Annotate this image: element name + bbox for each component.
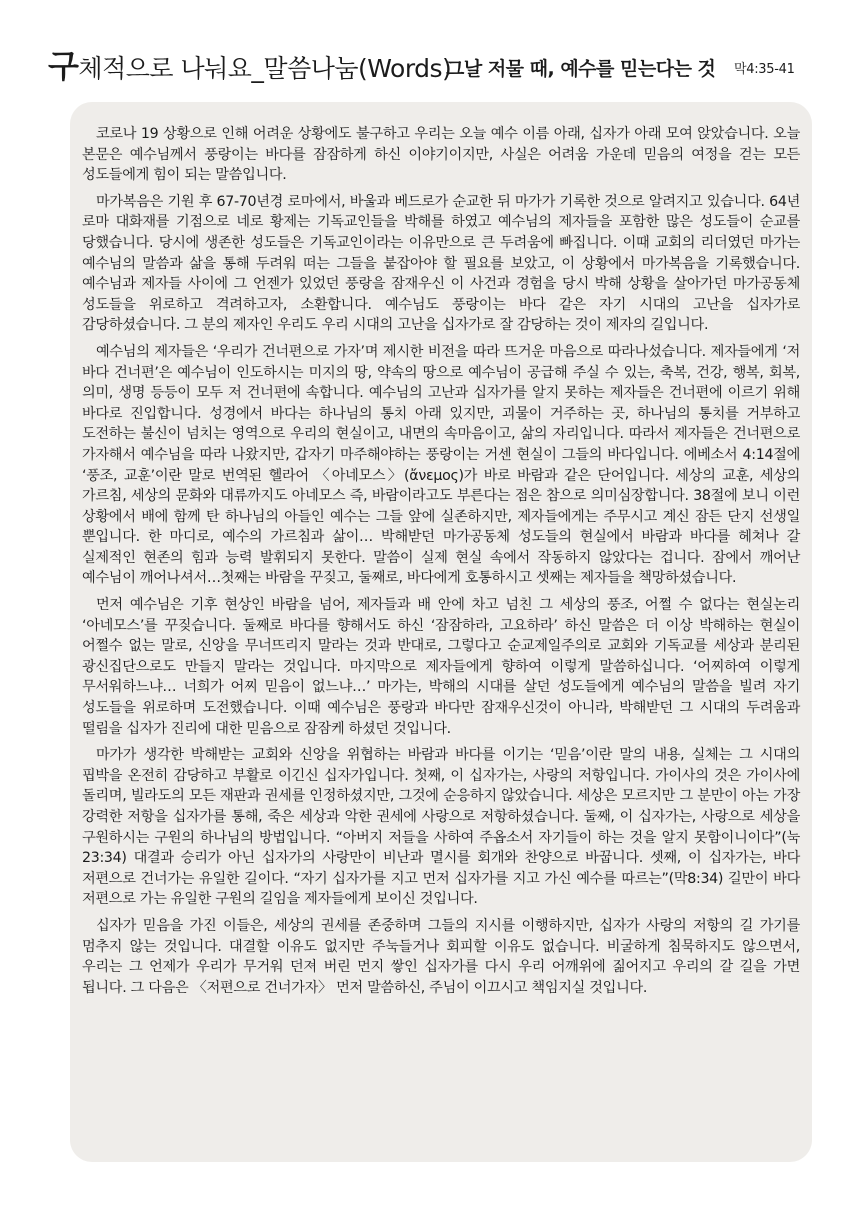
sermon-body <box>82 124 800 1004</box>
sermon-card <box>70 102 812 1162</box>
paragraph-background: 마가복음은 기원 후 67-70년경 로마에서, 바울과 베드로가 순교한 뒤 마가가 기록한 것으로 알려지고 있습니다. 64년 로마 대화재를 기점으로 네로 황제는 기독교인들을 박해를 하였고 예수님의 제자들을 포함한 많은 성도들이 순교를 당했습니다. 당시에 생존한 성도들은 기독교인이라는 이유만으로 큰 두려움에 빠집니다. 이때 교회의 리더였던 마가는 예수님의 말씀과 삶을 통해 두려워 떠는 그들을 붙잡아야 할 필요를 보았고, 이 상황에서 마가복음을 기록했습니다. 예수님과 제자들 사이에 그 언젠가 있었던 풍랑을 잠재우신 이 사건과 경험을 당시 박해 상황을 살아가던 마가공동체 성도들을 위로하고 격려하고자, 소환합니다. 예수님도 풍랑이는 바다 같은 자기 시대의 고난을 십자가로 감당하셨습니다. 그 분의 제자인 우리도 우리 시대의 고난을 십자가로 잘 감당하는 것이 제자의 길입니다. <box>82 193 800 334</box>
paragraph-intro: 코로나 19 상황으로 인해 어려운 상황에도 불구하고 우리는 오늘 예수 이름 아래, 십자가 아래 모여 앉았습니다. 오늘 본문은 예수님께서 풍랑이는 바다를 잠잠하게 하신 이야기이지만, 사실은 어려움 가운데 믿음의 여정을 걷는 모든 성도들에게 힘이 되는 말씀입니다. <box>82 126 800 184</box>
scripture-reference: 막4:35-41 <box>734 62 795 77</box>
page-header <box>48 46 818 94</box>
title-text: 체적으로 나눠요_말씀나눔(Words) <box>78 54 452 83</box>
title-initial: 구 <box>48 47 79 85</box>
paragraph-rebuke: 먼저 예수님은 기후 현상인 바람을 넘어, 제자들과 배 안에 차고 넘친 그 세상의 풍조, 어쩔 수 없다는 현실논리 ‘아네모스’를 꾸짖습니다. 둘째로 바다를 향해서도 하신 ‘잠잠하라, 고요하라’ 하신 말씀은 더 이상 박해하는 현실이 어쩔수 없는 말로, 신앙을 무너뜨리지 말라는 것과 반대로, 그렇다고 순교제일주의로 교회와 기독교를 세상과 분리된 광신집단으로도 만들지 말라는 것입니다. 마지막으로 제자들에게 향하여 이렇게 말씀하십니다. ‘어찌하여 이렇게 무서워하느냐… 너희가 어찌 믿음이 없느냐…’ 마가는, 박해의 시대를 살던 성도들에게 예수님의 말씀을 빌려 자기 성도들을 위로하며 도전했습니다. 이때 예수님은 풍랑과 바다만 잠재우신것이 아니라, 박해받던 그 시대의 두려움과 떨림을 십자가 진리에 대한 믿음으로 잠잠케 하셨던 것입니다. <box>82 597 800 737</box>
paragraph-conclusion: 십자가 믿음을 가진 이들은, 세상의 권세를 존중하며 그들의 지시를 이행하지만, 십자가 사랑의 저항의 길 가기를 멈추지 않는 것입니다. 대결할 이유도 없지만 주눅들거나 회피할 이유도 없습니다. 비굴하게 침묵하지도 않으면서, 우리는 그 언제가 우리가 무거워 던져 버린 먼지 쌓인 십자가를 다시 우리 어깨위에 짊어지고 우리의 갈 길을 가면 됩니다. 그 다음은 〈저편으로 건너가자〉 먼저 말씀하신, 주님이 이끄시고 책임지실 것입니다. <box>82 917 800 996</box>
paragraph-disciples: 예수님의 제자들은 ‘우리가 건너편으로 가자’며 제시한 비전을 따라 뜨거운 마음으로 따라나섰습니다. 제자들에게 ‘저 바다 건너편’은 예수님이 인도하시는 미지의 땅, 약속의 땅으로 예수님이 공급해 주실 수 있는, 축복, 건강, 행복, 회복, 의미, 생명 등등이 모두 저 건너편에 속합니다. 예수님의 고난과 십자가를 알지 못하는 제자들은 건너편에 이르기 위해 바다로 진입합니다. 성경에서 바다는 하나님의 통치 아래 있지만, 괴물이 거주하는 곳, 하나님의 통치를 거부하고 도전하는 불신이 넘치는 영역으로 우리의 현실이고, 내면의 속마음이고, 삶의 자리입니다. 따라서 제자들은 건너편으로 가자해서 예수님을 따라 나왔지만, 갑자기 마주해야하는 풍랑이는 거센 현실이 그들의 바다입니다. 에베소서 4:14절에 ‘풍조, 교훈’이란 말로 번역된 헬라어 〈아네모스〉(ἄνεμος)가 바로 바람과 같은 단어입니다. 세상의 교훈, 세상의 가르침, 세상의 문화와 대류까지도 아네모스 즉, 바람이라고도 부른다는 점은 참으로 의미심장합니다. 38절에 보니 이런 상황에서 배에 함께 탄 하나님의 아들인 예수는 그들 앞에 실존하지만, 제자들에게는 주무시고 계신 잠든 단지 선생일 뿐입니다. 한 마디로, 예수의 가르침과 삶이… 박해받던 마가공동체 성도들의 현실에서 바람과 바다를 헤쳐나 갈 실제적인 현존의 힘과 능력 발휘되지 못한다. 말씀이 실제 현실 속에서 작동하지 않았다는 겁니다. 잠에서 깨어난 예수님이 깨어나셔서…첫째는 바람을 꾸짖고, 둘째로, 바다에게 호통하시고 셋째는 제자들을 책망하셨습니다. <box>82 343 800 587</box>
sermon-title: 그날 저물 때, 예수를 믿는다는 것 <box>446 58 716 80</box>
paragraph-cross: 마가가 생각한 박해받는 교회와 신앙을 위협하는 바람과 바다를 이기는 ‘믿음’이란 말의 내용, 실체는 그 시대의 핍박을 온전히 감당하고 부활로 이긴신 십자가입니다. 첫째, 이 십자가는, 사랑의 저항입니다. 가이사의 것은 가이사에 돌리며, 빌라도의 모든 재판과 권세를 인정하셨지만, 그것에 순응하지 않았습니다. 세상은 모르지만 그 분만이 아는 가장 강력한 저항을 십자가를 통해, 죽은 세상과 악한 권세에 사랑으로 저항하셨습니다. 둘째, 이 십자가는, 사랑으로 세상을 구원하시는 구원의 하나님의 방법입니다. “아버지 저들을 사하여 주옵소서 자기들이 하는 것을 알지 못함이니이다”(눅 23:34) 대결과 승리가 아닌 십자가의 사랑만이 비난과 멸시를 회개와 찬양으로 바꿉니다. 셋째, 이 십자가는, 바다 저편으로 건너가는 유일한 길이다. “자기 십자가를 지고 먼저 십자가를 지고 가신 예수를 따르는”(막8:34) 길만이 바다 저편으로 가는 유일한 구원의 길임을 제자들에게 보이신 것입니다. <box>82 747 800 908</box>
page-title <box>48 46 451 89</box>
